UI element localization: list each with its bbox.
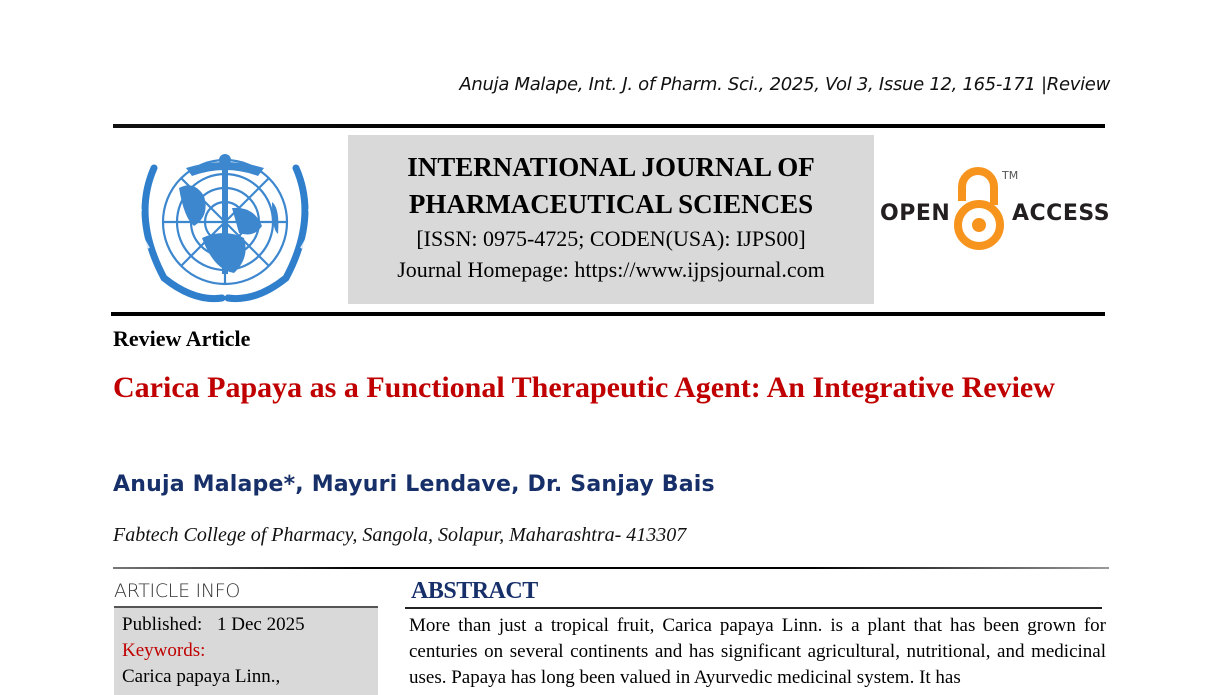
abstract-text: More than just a tropical fruit, Carica papaya Linn. is a plant that has been grown for centuries on several continents and has significant agricultural, nutritional, and medicinal uses. Papaya has long been valued in Ayurvedic medicinal system. It has bbox=[409, 615, 1106, 688]
journal-homepage-link[interactable]: Journal Homepage: https://www.ijpsjournal.com bbox=[397, 257, 825, 282]
article-title: Carica Papaya as a Functional Therapeutic Agent: An Integrative Review bbox=[113, 371, 1055, 404]
journal-emblem-icon bbox=[124, 138, 326, 306]
article-type: Review Article bbox=[113, 326, 251, 351]
running-header-citation: Anuja Malape, Int. J. of Pharm. Sci., 2025, Vol 3, Issue 12, 165-171 |Review bbox=[459, 74, 1110, 95]
open-access-lock-icon bbox=[952, 165, 1008, 251]
open-access-trademark: TM bbox=[1002, 169, 1019, 182]
abstract-rule bbox=[405, 607, 1102, 609]
abstract-heading: ABSTRACT bbox=[411, 578, 538, 604]
article-authors: Anuja Malape*, Mayuri Lendave, Dr. Sanjay Bais bbox=[113, 472, 715, 497]
open-access-access-text: ACCESS bbox=[1012, 201, 1111, 226]
published-row bbox=[122, 612, 378, 638]
article-info-box bbox=[114, 606, 378, 695]
keyword-item: Carica papaya Linn., bbox=[122, 666, 281, 687]
journal-issn: [ISSN: 0975-4725; CODEN(USA): IJPS00] bbox=[416, 226, 806, 251]
keywords-label: Keywords: bbox=[122, 640, 206, 661]
section-divider bbox=[113, 567, 1109, 569]
author-affiliation: Fabtech College of Pharmacy, Sangola, Solapur, Maharashtra- 413307 bbox=[113, 524, 687, 546]
journal-title-line1: INTERNATIONAL JOURNAL OF bbox=[407, 152, 815, 182]
journal-title-line2: PHARMACEUTICAL SCIENCES bbox=[408, 189, 814, 219]
journal-masthead-box bbox=[348, 135, 874, 304]
article-info-heading: ARTICLE INFO bbox=[114, 580, 241, 602]
published-date: 1 Dec 2025 bbox=[216, 614, 305, 635]
open-access-logo bbox=[880, 165, 1110, 253]
header-bottom-rule bbox=[111, 312, 1105, 316]
published-label: Published: bbox=[122, 614, 203, 635]
header-top-rule bbox=[113, 124, 1105, 128]
open-access-open-text: OPEN bbox=[880, 201, 951, 226]
